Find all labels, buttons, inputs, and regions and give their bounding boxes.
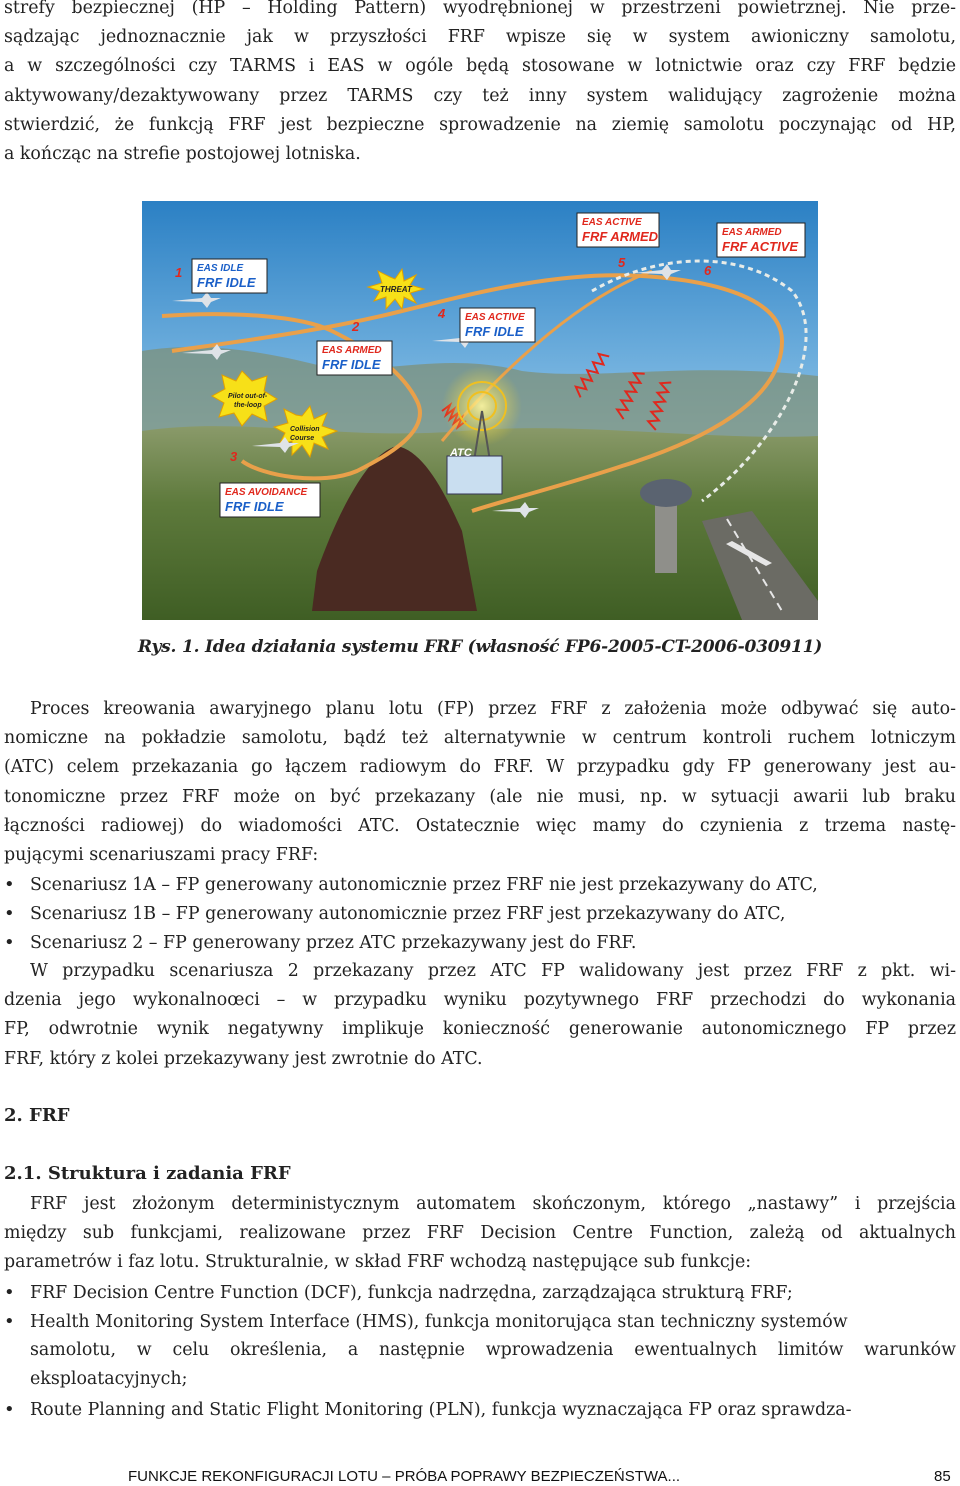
state-box-5 [577,213,659,247]
svg-text:FRF ARMED: FRF ARMED [582,229,659,244]
svg-text:FRF ACTIVE: FRF ACTIVE [722,239,799,254]
bullet-icon [4,1307,30,1337]
frf-concept-figure [142,201,818,620]
step-number: 3 [230,449,238,464]
bullet-icon [4,899,30,929]
step-number: 6 [704,263,712,278]
text-line: parametrów i faz lotu. Strukturalnie, w skład FRF wchodzą następujące sub funkcje: [4,1252,752,1273]
text-line: a kończąc na strefie postojowej lotniska. [4,143,361,164]
list-item [4,1278,956,1308]
state-box-2 [317,341,392,375]
text-line: pującymi scenariuszami pracy FRF: [4,844,319,865]
list-item-text: Scenariusz 2 – FP generowany przez ATC przekazywany jest do FRF. [30,933,637,953]
list-item-text: Scenariusz 1A – FP generowany autonomicznie przez FRF nie jest przekazywany do ATC, [30,875,818,895]
list-item [4,1307,956,1337]
paragraph-structure [4,1190,956,1278]
svg-text:EAS ACTIVE: EAS ACTIVE [582,217,642,228]
state-box-3 [220,483,320,517]
text-line: strefy bezpiecznej (HP – Holding Pattern) wyodrębnionej w przestrzeni powietrznej. Nie prze- [4,0,956,18]
text-line: sądzając jednoznacznie jak w przyszłości FRF wpisze się w system awioniczny samolotu, [4,27,956,48]
radio-signal-glow [442,366,522,446]
list-item-continuation [4,1336,956,1365]
svg-text:FRF IDLE: FRF IDLE [197,275,256,290]
text-line: FRF, który z kolei przekazywany jest zwrotnie do ATC. [4,1048,483,1069]
collision-label: Course [290,435,315,442]
step-number: 4 [438,306,446,321]
pilot-label: the-loop [234,402,262,409]
text-line: a w szczególności czy TARMS i EAS w ogóle będą stosowane w lotnictwie oraz czy FRF będzie [4,56,956,77]
text-line: tonomiczne przez FRF może on być przekazany (ale nie musi, np. w sytuacji awarii lub braku [4,786,956,807]
list-item [4,928,956,958]
state-box-1 [192,259,267,293]
svg-text:EAS IDLE: EAS IDLE [197,263,244,274]
list-item-text: FRF Decision Centre Function (DCF), funkcja nadrzędna, zarządzająca strukturą FRF; [30,1283,793,1303]
text-line: Proces kreowania awaryjnego planu lotu (FP) przez FRF z założenia może odbywać się auto- [30,699,956,719]
tower-cab [640,479,692,507]
svg-text:FRF IDLE: FRF IDLE [465,324,524,339]
list-item [4,870,956,900]
bullet-icon [4,1395,30,1425]
svg-text:EAS ARMED: EAS ARMED [722,227,782,238]
running-footer-title: FUNKCJE REKONFIGURACJI LOTU – PRÓBA POPRAWY BEZPIECZEŃSTWA... [128,1468,681,1485]
atc-label: ATC [450,447,472,459]
svg-text:EAS AVOIDANCE: EAS AVOIDANCE [225,487,308,498]
section-heading: 2. FRF [4,1105,70,1126]
collision-label: Collision [290,426,320,433]
text-line: FP, odwrotnie wynik negatywny implikuje konieczność generowanie autonomicznego FP przez [4,1019,956,1040]
state-box-6 [717,223,805,257]
list-item [4,899,956,929]
atc-operator [447,456,502,494]
list-item-text: samolotu, w celu określenia, a następnie wprowadzenia ewentualnych limitów warunków [30,1340,956,1360]
step-number: 5 [618,255,626,270]
text-line: nomiczne na pokładzie samolotu, bądź też alternatywnie w centrum kontroli ruchem lotniczym [4,728,956,749]
list-item-text: Scenariusz 1B – FP generowany autonomicznie przez FRF jest przekazywany do ATC, [30,904,786,924]
list-item-text: eksploatacyjnych; [30,1369,188,1389]
page-number: 85 [934,1468,951,1485]
text-line: FRF jest złożonym deterministycznym automatem skończonym, którego „nastawy” i przejścia [30,1194,956,1214]
text-line: dzenia jego wykonalnoœci – w przypadku wyniku pozytywnego FRF przechodzi do wykonania [4,990,956,1011]
svg-text:EAS ACTIVE: EAS ACTIVE [465,312,525,323]
list-item-text: Health Monitoring System Interface (HMS), funkcja monitorująca stan techniczny systemów [30,1312,848,1332]
paragraph-scenario-2 [4,957,956,1074]
bullet-icon [4,870,30,900]
step-number: 1 [175,265,183,280]
bullet-icon [4,1278,30,1308]
figure-caption: Rys. 1. Idea działania systemu FRF (własność FP6-2005-CT-2006-030911) [137,637,823,657]
paragraph-intro [4,0,956,169]
step-number: 2 [352,319,360,334]
text-line: między sub funkcjami, realizowane przez FRF Decision Centre Function, zależą od aktualnych [4,1223,956,1244]
pilot-label: Pilot out-of- [228,393,268,400]
svg-text:EAS ARMED: EAS ARMED [322,345,382,356]
text-line: łączności radiowej) do wiadomości ATC. Ostatecznie więc mamy do czynienia z trzema nastę- [4,815,956,836]
text-line: W przypadku scenariusza 2 przekazany przez ATC FP walidowany jest przez FRF z pkt. wi- [30,961,956,981]
threat-label: THREAT [380,285,412,294]
svg-text:FRF IDLE: FRF IDLE [322,357,381,372]
paragraph-process [4,695,956,870]
text-line: stwierdzić, że funkcją FRF jest bezpieczne sprowadzenie na ziemię samolotu poczynając od HP, [4,114,956,135]
list-item [4,1395,956,1425]
bullet-icon [4,928,30,958]
list-item-text: Route Planning and Static Flight Monitoring (PLN), funkcja wyznaczająca FP oraz sprawdza- [30,1400,852,1420]
text-line: (ATC) celem przekazania go łączem radiowym do FRF. W przypadku gdy FP generowany jest au- [4,757,956,778]
subsection-heading: 2.1. Struktura i zadania FRF [4,1163,291,1184]
svg-text:FRF IDLE: FRF IDLE [225,499,284,514]
text-line: aktywowany/dezaktywowany przez TARMS czy też inny system walidujący zagrożenie można [4,85,956,106]
state-box-4 [460,308,535,342]
list-item-continuation [4,1365,960,1394]
